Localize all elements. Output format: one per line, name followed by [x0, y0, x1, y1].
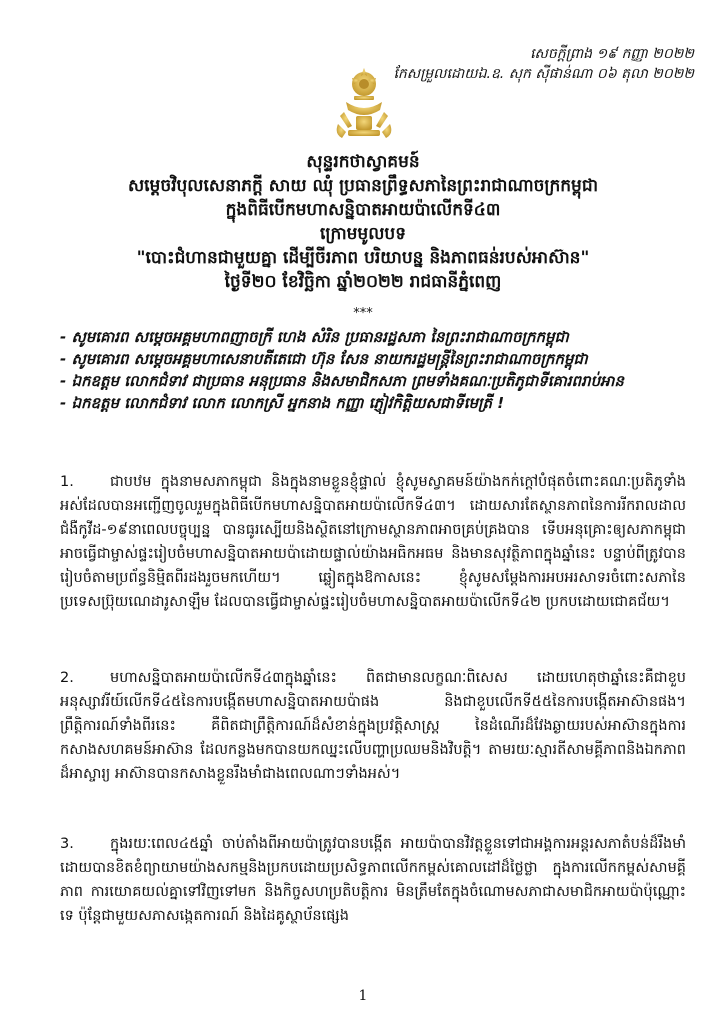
separator-stars: ***: [353, 306, 373, 321]
paragraph-number: 1.: [60, 474, 74, 490]
title-welcome-address: សុន្ទរកថាស្វាគមន៍: [306, 152, 420, 172]
draft-date: សេចក្តីព្រាង ១៩ កញ្ញា ២០២២: [530, 46, 694, 62]
senate-emblem-icon: [332, 66, 396, 142]
title-theme-label: ក្រោមមូលបទ: [320, 224, 406, 244]
title-speaker: សម្តេចវិបុលសេនាភក្តី សាយ ឈុំ ប្រធានព្រឹទ្ធសភានៃព្រះរាជាណាចក្រកម្ពុជា: [127, 176, 599, 196]
greeting-line: - សូមគោរព សម្តេចអគ្គមហាពញាចក្រី ហេង សំរិន ប្រធានរដ្ឋសភា នៃព្រះរាជាណាចក្រកម្ពុជា: [60, 328, 569, 346]
paragraph: [60, 832, 686, 928]
paragraph-number: 3.: [60, 836, 74, 852]
title-occasion: ក្នុងពិធីបើកមហាសន្និបាតអាយប៉ាលើកទី៤៣: [225, 200, 501, 220]
paragraph: [60, 470, 686, 614]
paragraph-text: ក្នុងរយៈពេល៤៥ឆ្នាំ ចាប់តាំងពីអាយប៉ាត្រូវបានបង្កើត អាយប៉ាបានវិវត្តខ្លួនទៅជាអង្គការអន្តរសភាតំបន់ដ៏រឹងមាំ ដោយបានខិតខំព្យាយាមយ៉ាងសកម្មនិងប្រកបដោយប្រសិទ្ធភាពលើកកម្ពស់គោលដៅដ៏ថ្លៃថ្លា ក្នុងការលើកកម្ពស់សាមគ្គីភាព ការយោគយល់គ្នាទៅវិញទៅមក និងកិច្ចសហប្រតិបត្តិការ មិនត្រឹមតែក្នុងចំណោមសភាជាសមាជិកអាយប៉ាប៉ុណ្ណោះទេ ប៉ុន្តែជាមួយសភាសង្កេតការណ៍ និងដៃគូស្ថាប័នផ្សេង: [60, 836, 686, 924]
speech-title: [60, 150, 666, 294]
greeting-line: - ឯកឧត្តម លោកជំទាវ លោក លោកស្រី អ្នកនាង កញ្ញា ភ្ញៀវកិត្តិយសជាទីមេត្រី !: [60, 394, 505, 412]
paragraph: [60, 666, 686, 786]
greetings-list: [60, 326, 686, 414]
greeting-line: - សូមគោរព សម្តេចអគ្គមហាសេនាបតីតេជោ ហ៊ុន សែន នាយករដ្ឋមន្ត្រីនៃព្រះរាជាណាចក្រកម្ពុជា: [60, 350, 588, 368]
revision-note: កែសម្រួលដោយឯ.ឧ. សុក ស៊ីផាន់ណា ០៦ តុលា ២០២២: [393, 66, 694, 82]
paragraph-number: 2.: [60, 670, 74, 686]
title-date-place: ថ្ងៃទី២០ ខែវិច្ឆិកា ឆ្នាំ២០២២ រាជធានីភ្នំពេញ: [224, 272, 502, 292]
greeting-line: - ឯកឧត្តម លោកជំទាវ ជាប្រធាន អនុប្រធាន និងសមាជិកសភា ព្រមទាំងគណៈប្រតិភូជាទីគោរពរាប់អាន: [60, 372, 624, 390]
header-meta: [393, 44, 694, 84]
title-theme: "បោះជំហានជាមួយគ្នា ដើម្បីចីរភាព បរិយាបន្ន និងភាពធន់របស់អាស៊ាន": [136, 248, 590, 268]
page-number: 1: [358, 988, 368, 1004]
paragraph-text: ជាបឋម ក្នុងនាមសភាកម្ពុជា និងក្នុងនាមខ្លួនខ្ញុំផ្ទាល់ ខ្ញុំសូមស្វាគមន៍យ៉ាងកក់ក្តៅបំផុតចំពោះគណៈប្រតិភូទាំងអស់ដែលបានអញ្ជើញចូលរួមក្នុងពិធីបើកមហាសន្និបាតអាយប៉ាលើកទី៤៣។ ដោយសារតែស្ថានភាពនៃការរីករាលដាលជំងឺកូវីដ-១៩នាពេលបច្ចុប្បន្ន បានធូរស្បើយនិងស្ថិតនៅក្រោមស្ថានភាពអាចគ្រប់គ្រងបាន ទើបអនុគ្រោះឲ្យសភាកម្ពុជា អាចធ្វើជាម្ចាស់ផ្ទះរៀបចំមហាសន្និបាតអាយប៉ាដោយផ្ទាល់យ៉ាងអធិកអធម និងមានសុវត្ថិភាពក្នុងឆ្នាំនេះ បន្ទាប់ពីត្រូវបានរៀបចំតាមប្រព័ន្ធនិម្មិតពីរដងរួចមកហើយ។ ឆ្លៀតក្នុងឱកាសនេះ ខ្ញុំសូមសម្តែងការអបអរសាទរចំពោះសភានៃប្រទេសប្រ៊ុយណេដារូសាឡឹម ដែលបានធ្វើជាម្ចាស់ផ្ទះរៀបចំមហាសន្និបាតអាយប៉ាលើកទី៤២ ប្រកបដោយជោគជ័យ។: [60, 474, 686, 610]
paragraph-text: មហាសន្និបាតអាយប៉ាលើកទី៤៣ក្នុងឆ្នាំនេះ ពិតជាមានលក្ខណៈពិសេស ដោយហេតុថាឆ្នាំនេះគឺជាខួបអនុស្សាវរីយ៍លើកទី៤៥នៃការបង្កើតមហាសន្និបាតអាយប៉ាផង និងជាខួបលើកទី៥៥នៃការបង្កើតអាស៊ានផង។ ព្រឹត្តិការណ៍ទាំងពីរនេះ គឺពិតជាព្រឹត្តិការណ៍ដ៏សំខាន់ក្នុងប្រវត្តិសាស្ត្រ នៃដំណើរដ៏វែងឆ្ងាយរបស់អាស៊ានក្នុងការកសាងសហគមន៍អាស៊ាន ដែលកន្លងមកបានយកឈ្នះលើបញ្ហាប្រឈមនិងវិបត្តិ។ តាមរយៈស្មារតីសាមគ្គីភាពនិងឯកភាពដ៏អាស្ចារ្យ អាស៊ានបានកសាងខ្លួនរឹងមាំជាងពេលណាៗទាំងអស់។: [60, 670, 686, 782]
